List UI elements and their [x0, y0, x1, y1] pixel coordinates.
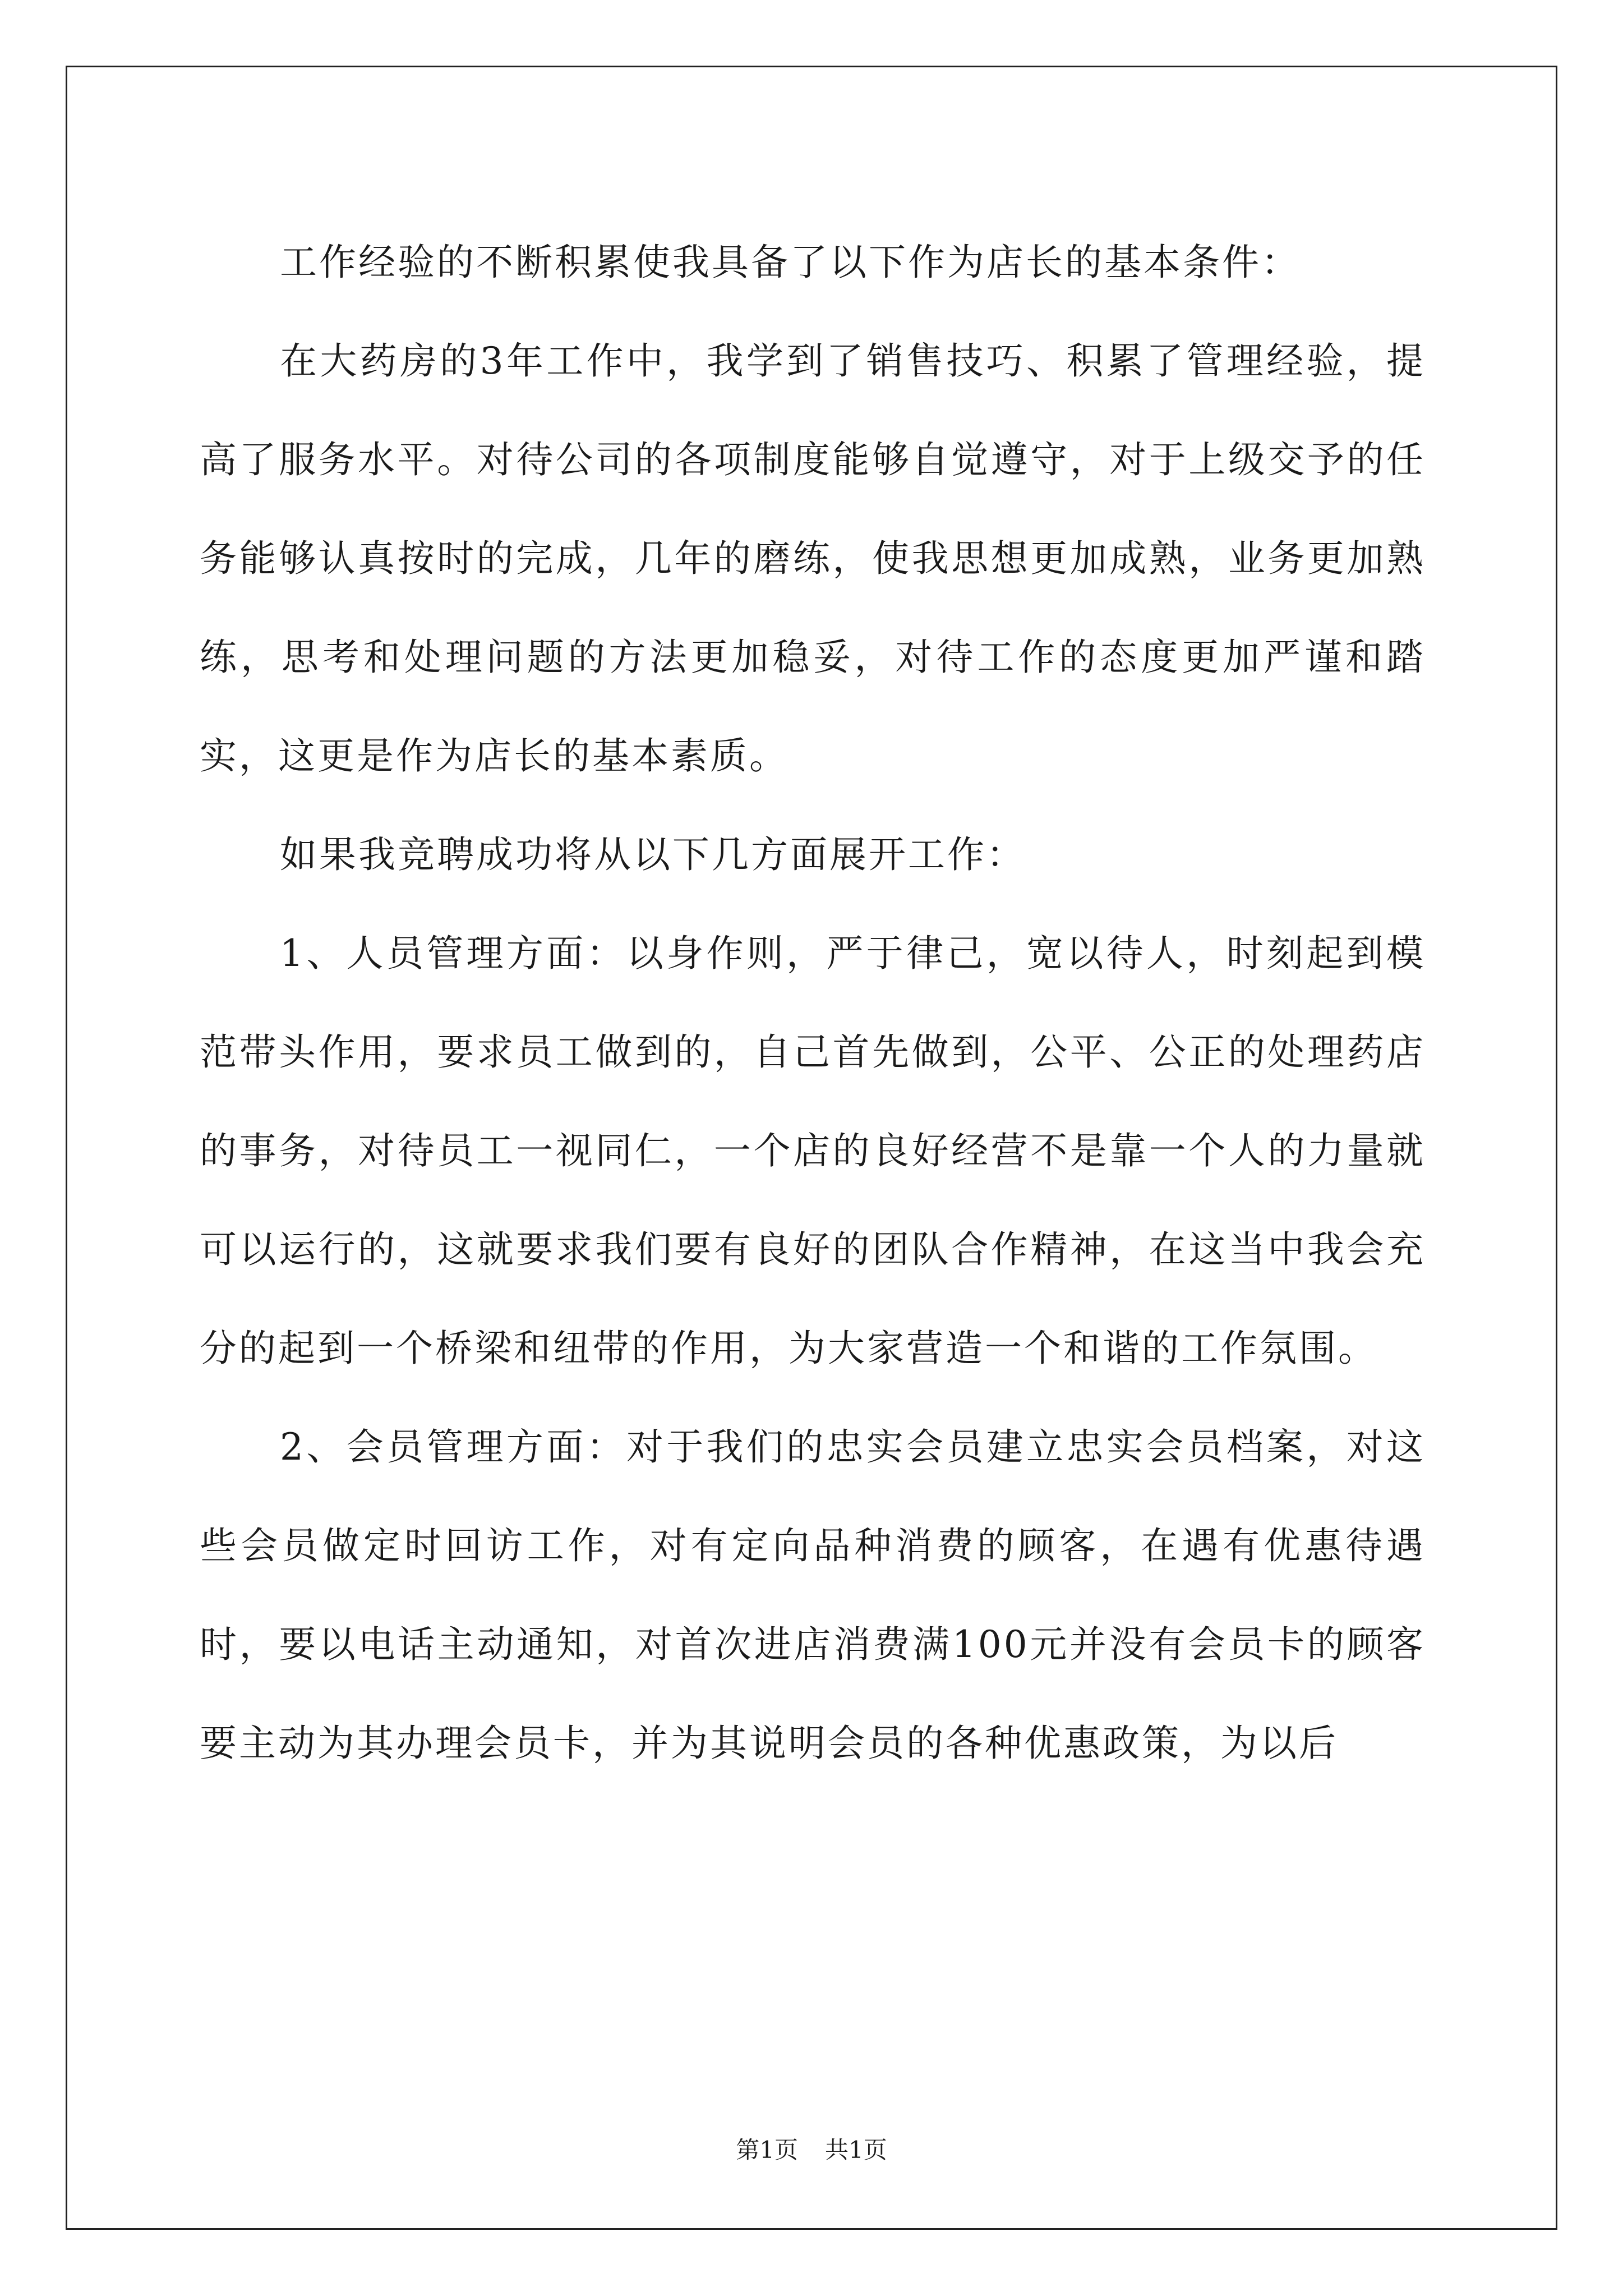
paragraph-2: 在大药房的3年工作中，我学到了销售技巧、积累了管理经验，提高了服务水平。对待公司的各项制度能够自觉遵守，对于上级交予的任务能够认真按时的完成，几年的磨练，使我思想更加成熟，业务更加熟练，思考和处理问题的方法更加稳妥，对待工作的态度更加严谨和踏实，这更是作为店长的基本素质。	[200, 339, 1426, 777]
paragraph-1: 工作经验的不断积累使我具备了以下作为店长的基本条件：	[280, 241, 1301, 284]
page-footer	[0, 2132, 1623, 2165]
page-total: 共1页	[825, 2136, 887, 2164]
page-number: 第1页	[736, 2136, 798, 2164]
paragraph-4: 1、人员管理方面：以身作则，严于律己，宽以待人，时刻起到模范带头作用，要求员工做到的，自己首先做到，公平、公正的处理药店的事务，对待员工一视同仁，一个店的良好经营不是靠一个人的力量就可以运行的，这就要求我们要有良好的团队合作精神，在这当中我会充分的起到一个桥梁和纽带的作用，为大家营造一个和谐的工作氛围。	[200, 932, 1426, 1370]
paragraph-3: 如果我竞聘成功将从以下几方面展开工作：	[280, 833, 1026, 876]
paragraph-5: 2、会员管理方面：对于我们的忠实会员建立忠实会员档案，对这些会员做定时回访工作，对有定向品种消费的顾客，在遇有优惠待遇时，要以电话主动通知，对首次进店消费满100元并没有会员卡的顾客要主动为其办理会员卡，并为其说明会员的各种优惠政策，为以后	[200, 1425, 1426, 1765]
document-body	[200, 213, 1426, 1793]
